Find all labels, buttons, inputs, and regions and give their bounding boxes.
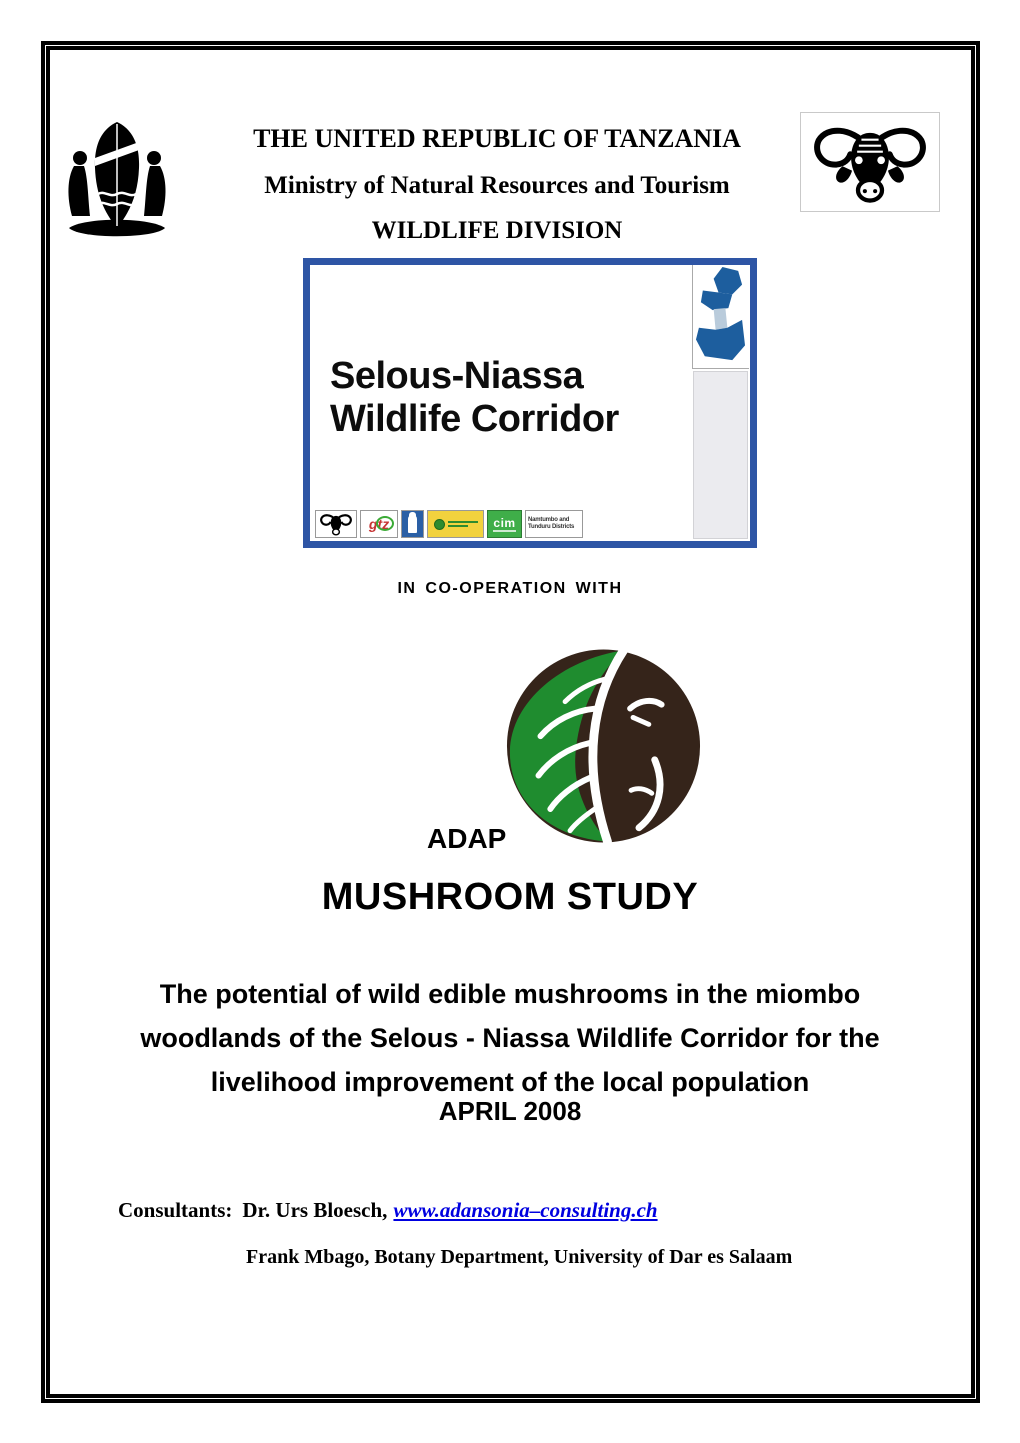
cim-logo <box>487 510 522 538</box>
document-subtitle <box>60 972 960 1104</box>
gtz-logo <box>360 510 398 538</box>
gef-logo <box>427 510 484 538</box>
buffalo-mini-icon <box>315 510 357 538</box>
gef-globe-icon <box>434 519 445 530</box>
document-title: MUSHROOM STUDY <box>321 876 699 918</box>
corridor-map-box <box>692 265 749 369</box>
adap-elephant-leaf-icon <box>505 645 702 847</box>
consultants-label: Consultants: <box>118 1198 233 1222</box>
cooperation-text: IN CO-OPERATION WITH <box>397 580 623 597</box>
corridor-title-line2: Wildlife Corridor <box>330 398 619 440</box>
adansonia-consulting-link[interactable]: www.adansonia–consulting.ch <box>393 1198 658 1222</box>
selous-niassa-corridor-logo <box>303 258 757 548</box>
consultants-line2: Frank Mbago, Botany Department, University of Dar es Salaam <box>246 1246 793 1268</box>
cim-label: cim <box>493 515 516 530</box>
corridor-partner-logos <box>315 510 583 538</box>
subtitle-line2: woodlands of the Selous - Niassa Wildlife Corridor for the <box>140 1023 880 1053</box>
gtz-label: gtz <box>368 516 390 532</box>
undp-logo <box>401 510 424 538</box>
corridor-title-line1: Selous-Niassa <box>330 355 584 397</box>
document-date: APRIL 2008 <box>438 1096 582 1126</box>
tanzania-coat-of-arms-icon <box>64 114 170 246</box>
districts-line1: Namtumbo and <box>528 517 570 523</box>
undp-emblem-icon <box>408 515 417 533</box>
corridor-logo-side-panel <box>693 371 748 539</box>
consultants-line1 <box>118 1198 658 1223</box>
gef-text-bars <box>448 519 478 529</box>
adap-label: ADAP <box>427 823 507 854</box>
districts-label <box>525 510 583 538</box>
subtitle-line3: livelihood improvement of the local population <box>210 1067 810 1097</box>
corridor-logo-title <box>330 355 619 441</box>
buffalo-icon <box>810 119 930 205</box>
header-ministry: Ministry of Natural Resources and Tourism <box>264 172 730 199</box>
corridor-map-icon <box>693 265 748 367</box>
subtitle-line1: The potential of wild edible mushrooms in the miombo <box>159 979 861 1009</box>
gtz-ring-icon <box>376 516 394 531</box>
districts-line2: Tunduru Districts <box>528 524 575 530</box>
header-division: WILDLIFE DIVISION <box>371 217 623 244</box>
buffalo-mini-icon-glyph <box>318 512 354 536</box>
header-country: THE UNITED REPUBLIC OF TANZANIA <box>253 124 741 153</box>
consultant1-name: Dr. Urs Bloesch, <box>242 1198 388 1222</box>
wildlife-division-buffalo-logo <box>800 112 940 212</box>
